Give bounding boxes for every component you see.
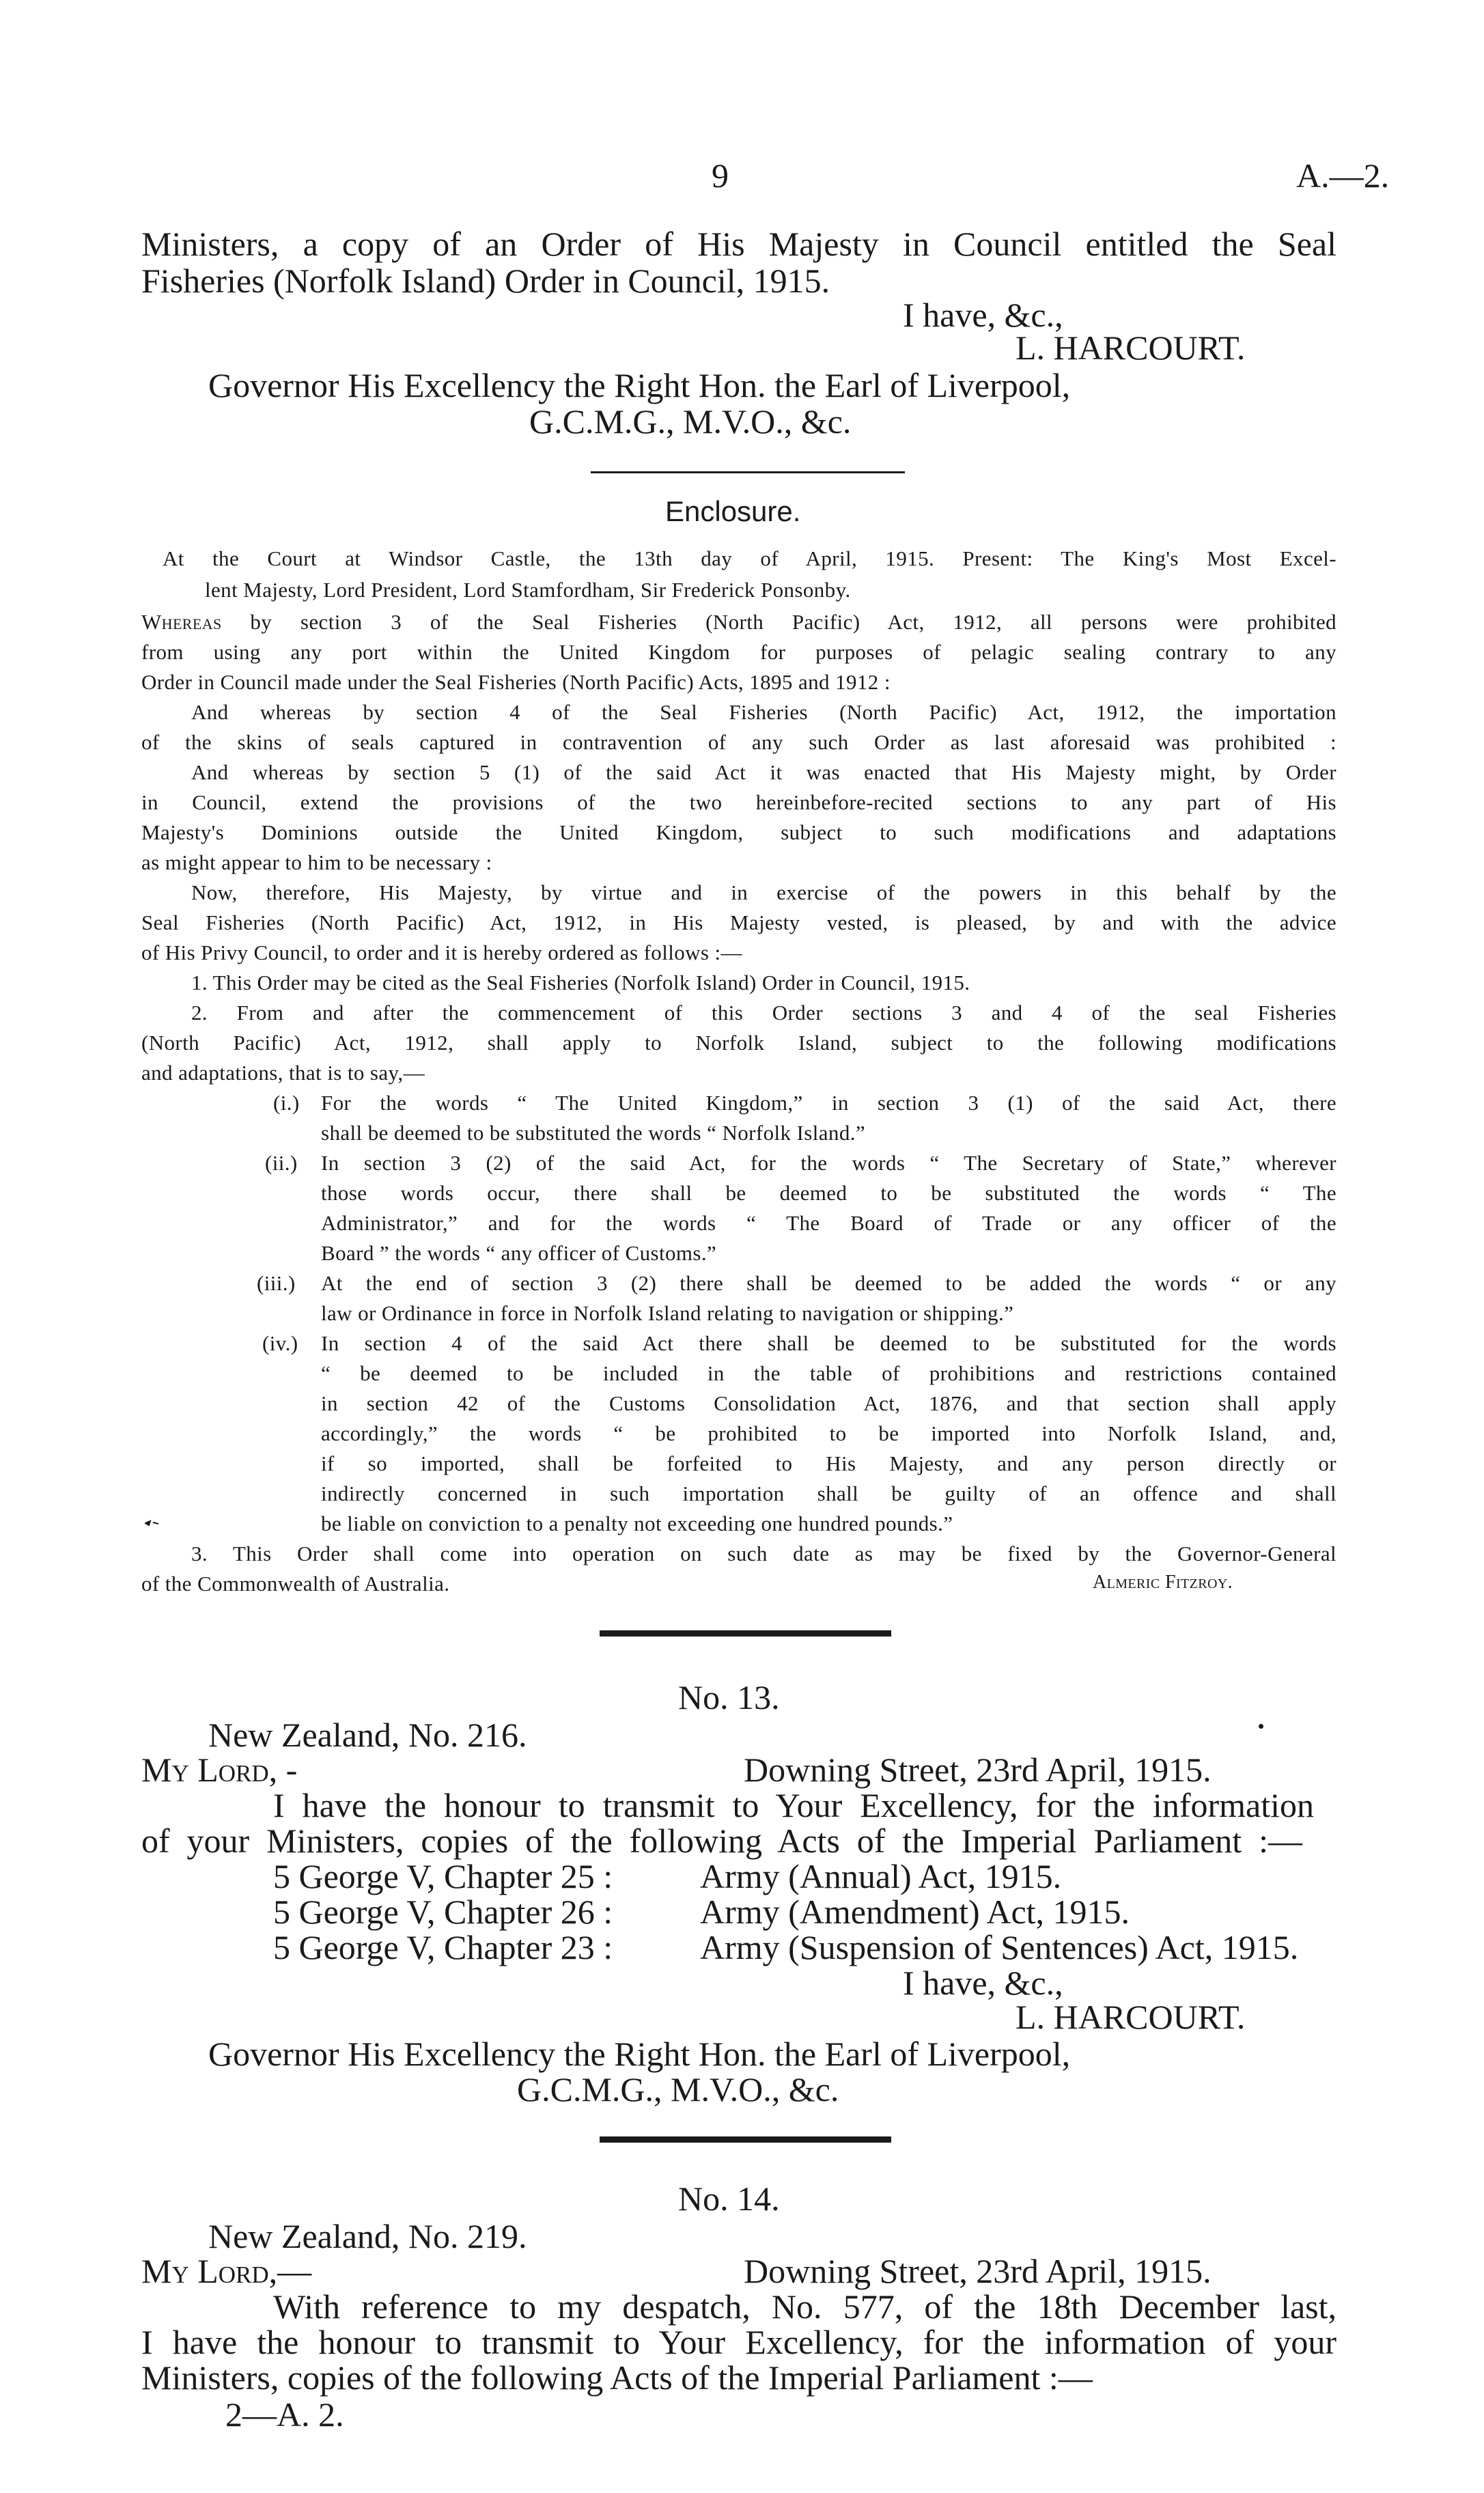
recital-line: Order in Council made under the Seal Fisheries (North Pacific) Acts, 1895 and 1912 :: [141, 670, 891, 694]
salutation: My Lord, -: [141, 1751, 298, 1789]
enclosure-heading: Enclosure.: [665, 495, 801, 527]
signature: L. HARCOURT.: [1016, 329, 1246, 367]
despatch-date: Downing Street, 23rd April, 1915.: [744, 1751, 1212, 1789]
item-line: indirectly concerned in such importation shall be guilty of an offence and shall: [321, 1481, 1336, 1505]
despatch-reference: New Zealand, No. 219.: [208, 2217, 527, 2255]
item-line: Administrator,” and for the words “ The Board of Trade or any officer of the: [321, 1211, 1336, 1235]
addressee: Governor His Excellency the Right Hon. the Earl of Liverpool,: [208, 366, 1071, 404]
recital-line: And whereas by section 4 of the Seal Fisheries (North Pacific) Act, 1912, the importation: [191, 700, 1336, 724]
item-line: in section 42 of the Customs Consolidation Act, 1876, and that section shall apply: [321, 1391, 1336, 1415]
item-line: At the end of section 3 (2) there shall be deemed to be added the words “ or any: [321, 1271, 1336, 1295]
printer-signature-mark: 2—A. 2.: [225, 2395, 344, 2434]
series-code: A.—2.: [1296, 156, 1390, 195]
order-paragraph: 3. This Order shall come into operation on such date as may be fixed by the Governor-General: [191, 1542, 1336, 1565]
court-line: At the Court at Windsor Castle, the 13th day of April, 1915. Present: The King's Most Excel-: [163, 546, 1336, 570]
item-line: accordingly,” the words “ be prohibited to be imported into Norfolk Island, and,: [321, 1421, 1336, 1445]
addressee-honours: G.C.M.G., M.V.O., &c.: [517, 2070, 839, 2108]
closing: I have, &c.,: [903, 296, 1063, 334]
addressee-honours: G.C.M.G., M.V.O., &c.: [529, 402, 852, 441]
act-title: Army (Annual) Act, 1915.: [700, 1857, 1062, 1895]
item-number: (iv.): [262, 1331, 298, 1355]
body-line: I have the honour to transmit to Your Excellency, for the information: [273, 1786, 1314, 1824]
recital-line: in Council, extend the provisions of the two hereinbefore-recited sections to any part of His: [141, 790, 1336, 814]
item-line: if so imported, shall be forfeited to His Majesty, and any person directly or: [321, 1451, 1336, 1475]
salutation: My Lord,—: [141, 2252, 312, 2290]
act-chapter: 5 George V, Chapter 25 :: [273, 1857, 613, 1895]
letter-line: Fisheries (Norfolk Island) Order in Council, 1915.: [141, 262, 830, 300]
recital-line: And whereas by section 5 (1) of the said Act it was enacted that His Majesty might, by Order: [191, 760, 1336, 784]
whereas-word: Whereas: [141, 610, 222, 634]
order-paragraph: of the Commonwealth of Australia.: [141, 1572, 450, 1596]
closing: I have, &c.,: [903, 1964, 1063, 2002]
order-paragraph: (North Pacific) Act, 1912, shall apply to Norfolk Island, subject to the following modifications: [141, 1031, 1336, 1055]
recital-line: Now, therefore, His Majesty, by virtue and in exercise of the powers in this behalf by the: [191, 880, 1336, 904]
body-line: With reference to my despatch, No. 577, of the 18th December last,: [273, 2287, 1336, 2326]
recital-line: Seal Fisheries (North Pacific) Act, 1912, in His Majesty vested, is pleased, by and with the advice: [141, 910, 1336, 934]
item-line: be liable on conviction to a penalty not exceeding one hundred pounds.”: [321, 1512, 953, 1535]
body-line: Ministers, copies of the following Acts of the Imperial Parliament :—: [141, 2358, 1093, 2397]
item-line: “ be deemed to be included in the table of prohibitions and restrictions contained: [321, 1361, 1336, 1385]
despatch-number: No. 14.: [678, 2179, 780, 2218]
despatch-reference: New Zealand, No. 216.: [208, 1716, 527, 1754]
addressee: Governor His Excellency the Right Hon. the Earl of Liverpool,: [208, 2035, 1071, 2073]
item-line: For the words “ The United Kingdom,” in section 3 (1) of the said Act, there: [321, 1091, 1336, 1115]
despatch-date: Downing Street, 23rd April, 1915.: [744, 2252, 1212, 2290]
act-title: Army (Suspension of Sentences) Act, 1915.: [700, 1928, 1299, 1966]
court-line: lent Majesty, Lord President, Lord Stamfordham, Sir Frederick Ponsonby.: [205, 578, 851, 602]
order-paragraph: 2. From and after the commencement of this Order sections 3 and 4 of the seal Fisheries: [191, 1001, 1336, 1025]
recital-line: from using any port within the United Kingdom for purposes of pelagic sealing contrary to any: [141, 640, 1336, 664]
recital-line: [141, 610, 1336, 635]
despatch-number: No. 13.: [678, 1678, 780, 1716]
divider: [600, 1630, 891, 1637]
item-number: (iii.): [257, 1271, 296, 1295]
stray-mark-icon: [145, 1518, 160, 1524]
body-line: of your Ministers, copies of the following Acts of the Imperial Parliament :—: [141, 1822, 1302, 1860]
letter-line: Ministers, a copy of an Order of His Majesty in Council entitled the Seal: [141, 225, 1336, 263]
recital-line: of His Privy Council, to order and it is hereby ordered as follows :—: [141, 941, 742, 964]
signature: L. HARCOURT.: [1016, 1998, 1246, 2036]
item-line: In section 3 (2) of the said Act, for the words “ The Secretary of State,” wherever: [321, 1151, 1336, 1175]
page-number: 9: [712, 156, 729, 195]
recital-line: of the skins of seals captured in contravention of any such Order as last aforesaid was prohibited :: [141, 730, 1336, 754]
dot-mark-icon: [1259, 1724, 1263, 1729]
body-line: I have the honour to transmit to Your Excellency, for the information of your: [141, 2323, 1336, 2361]
act-chapter: 5 George V, Chapter 26 :: [273, 1893, 613, 1931]
item-number: (i.): [273, 1091, 300, 1115]
act-chapter: 5 George V, Chapter 23 :: [273, 1928, 613, 1966]
item-line: In section 4 of the said Act there shall be deemed to be substituted for the words: [321, 1331, 1336, 1355]
divider: [600, 2136, 891, 2143]
item-line: shall be deemed to be substituted the words “ Norfolk Island.”: [321, 1121, 866, 1145]
item-number: (ii.): [265, 1151, 298, 1175]
order-paragraph: 1. This Order may be cited as the Seal Fisheries (Norfolk Island) Order in Council, 1915.: [191, 971, 970, 994]
clerk-signature: Almeric Fitzroy.: [1093, 1572, 1233, 1593]
divider: [591, 471, 905, 473]
item-line: law or Ordinance in force in Norfolk Island relating to navigation or shipping.”: [321, 1301, 1014, 1325]
order-paragraph: and adaptations, that is to say,—: [141, 1061, 425, 1085]
act-title: Army (Amendment) Act, 1915.: [700, 1893, 1130, 1931]
item-line: Board ” the words “ any officer of Customs.”: [321, 1241, 717, 1265]
item-line: those words occur, there shall be deemed to be substituted the words “ The: [321, 1181, 1336, 1205]
recital-text: by section 3 of the Seal Fisheries (North Pacific) Act, 1912, all persons were prohibited: [250, 610, 1337, 634]
recital-line: Majesty's Dominions outside the United Kingdom, subject to such modifications and adaptations: [141, 820, 1336, 844]
recital-line: as might appear to him to be necessary :: [141, 850, 492, 874]
